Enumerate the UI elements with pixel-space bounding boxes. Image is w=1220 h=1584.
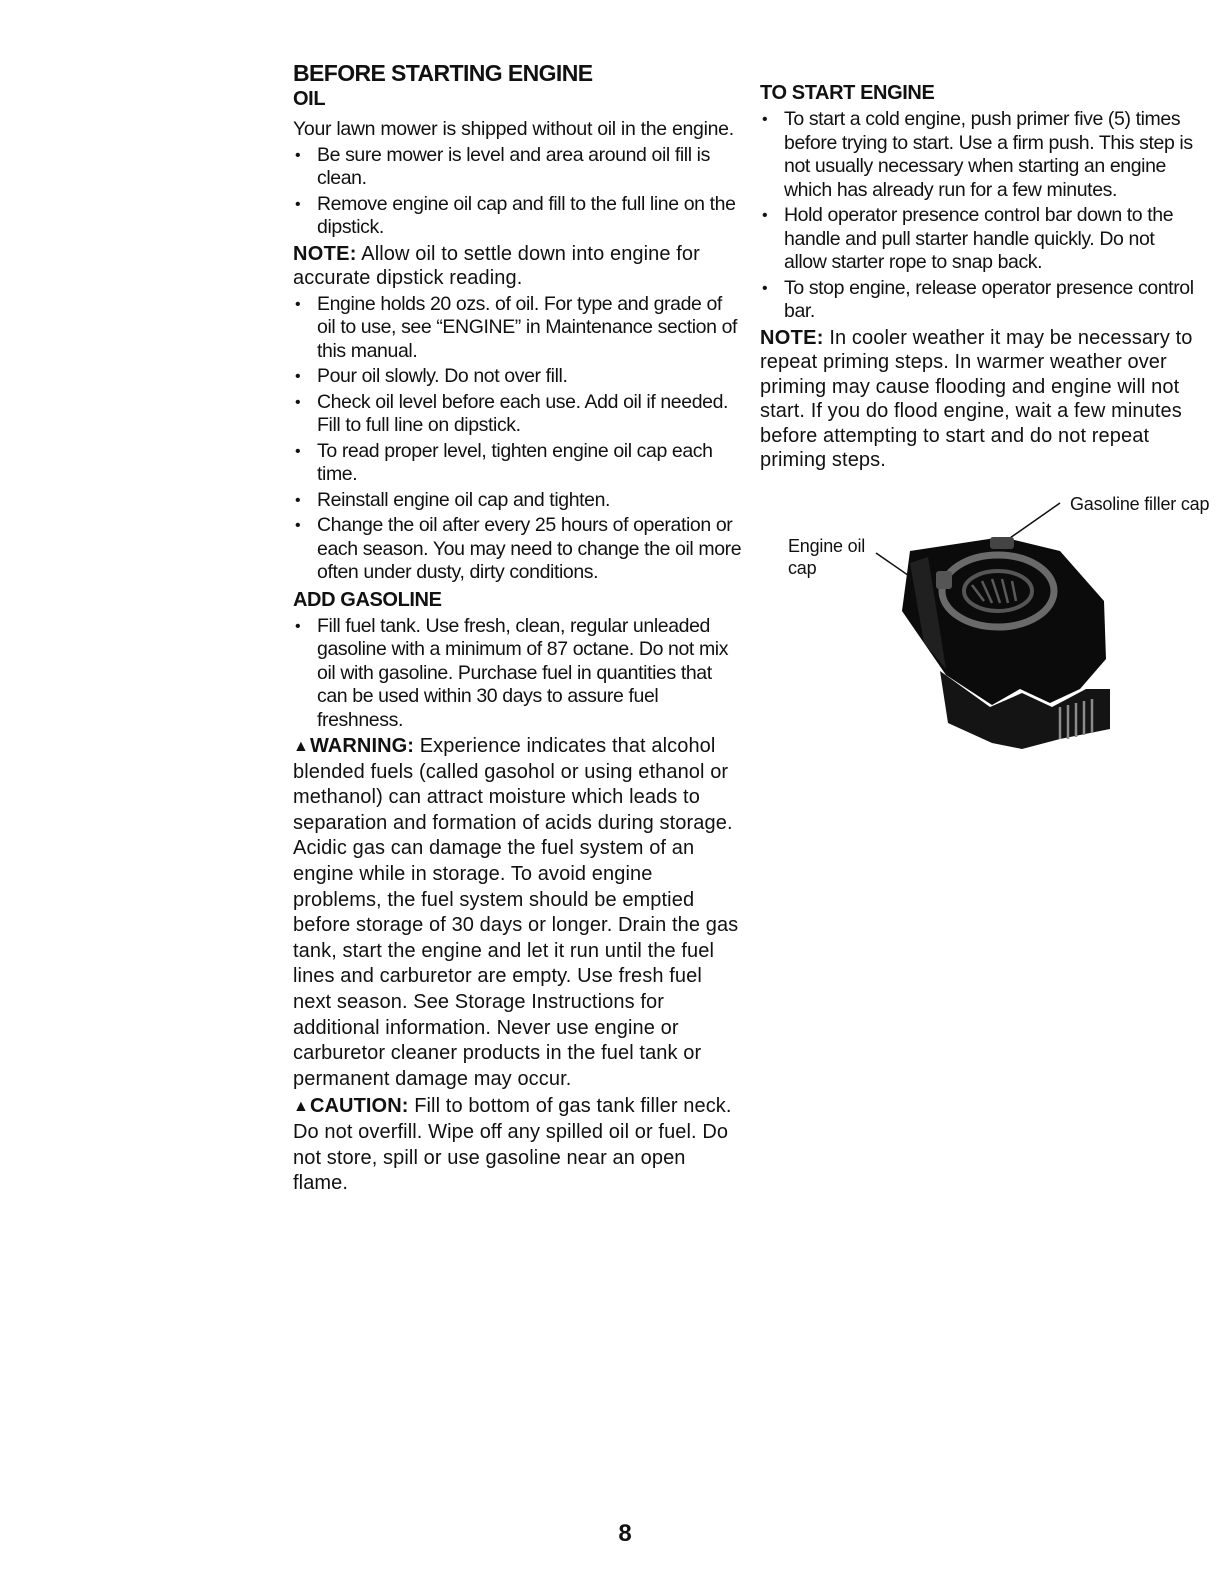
caution-label: CAUTION: (309, 1095, 409, 1118)
oil-cap-shape (936, 571, 952, 589)
warning-triangle-icon: ▲ (293, 738, 309, 755)
engine-figure (760, 493, 1210, 773)
caution-block (293, 1094, 743, 1196)
start-engine-bullets (760, 108, 1200, 324)
list-item: • Remove engine oil cap and fill to the full line on the dipstick. (293, 193, 743, 240)
gasoline-bullets (293, 615, 743, 733)
oil-bullets-2 (293, 293, 743, 585)
list-item: • Check oil level before each use. Add oil if needed. Fill to full line on dipstick. (293, 391, 743, 438)
note-text: Allow oil to settle down into engine for accurate dipstick reading. (293, 242, 700, 289)
oil-note (293, 242, 743, 291)
engine-illustration (760, 493, 1200, 773)
list-item: • To stop engine, release operator presence control bar. (760, 277, 1200, 324)
right-column (760, 80, 1210, 773)
list-item: • Reinstall engine oil cap and tighten. (293, 489, 743, 513)
list-item: • Change the oil after every 25 hours of operation or each season. You may need to change the oil more often under dusty, dirty conditions. (293, 514, 743, 585)
note-text: In cooler weather it may be necessary to repeat priming steps. In warmer weather over priming may cause flooding and engine will not start. If you do flood engine, wait a few minutes before attempting to start and do not repeat priming steps. (760, 326, 1193, 471)
gasoline-filler-cap-label: Gasoline filler cap (1070, 493, 1210, 514)
list-item: • To start a cold engine, push primer five (5) times before trying to start. Use a firm push. This step is not usually necessary when starting an engine which has already run for a few minutes. (760, 108, 1200, 202)
oil-heading: OIL (293, 88, 326, 110)
warning-text: Experience indicates that alcohol blended fuels (called gasohol or using ethanol or methanol) can attract moisture which leads to separation and formation of acids during storage. Acidic gas can damage the fuel system of an engine while in storage. To avoid engine problems, the fuel system should be emptied before storage of 30 days or longer. Drain the gas tank, start the engine and let it run until the fuel lines and carburetor are empty. Use fresh fuel next season. See Storage Instructions for additional information. Never use engine or carburetor cleaner products in the fuel tank or permanent damage may occur. (293, 735, 739, 1090)
warning-label: WARNING: (309, 735, 415, 757)
caution-triangle-icon: ▲ (293, 1098, 309, 1116)
note-label: NOTE: (760, 326, 824, 349)
oil-bullets-1 (293, 144, 743, 240)
note-label: NOTE: (293, 242, 357, 265)
list-item: • Hold operator presence control bar down to the handle and pull starter handle quickly. Do not allow starter rope to snap back. (760, 204, 1200, 275)
list-item: • Pour oil slowly. Do not over fill. (293, 365, 743, 389)
page-number: 8 (618, 1520, 632, 1547)
list-item: • Be sure mower is level and area around oil fill is clean. (293, 144, 743, 191)
oil-intro: Your lawn mower is shipped without oil in the engine. (293, 118, 734, 140)
list-item: • Fill fuel tank. Use fresh, clean, regular unleaded gasoline with a minimum of 87 octane. Do not mix oil with gasoline. Purchase fuel in quantities that can be used within 30 days to assure fuel freshness. (293, 615, 743, 733)
start-engine-heading: TO START ENGINE (760, 82, 935, 104)
list-item: • To read proper level, tighten engine oil cap each time. (293, 440, 743, 487)
gas-cap-shape (990, 537, 1014, 549)
engine-oil-cap-label: Engine oil cap (788, 535, 866, 578)
start-note (760, 326, 1200, 473)
left-column (293, 58, 743, 1197)
section-title: BEFORE STARTING ENGINE (293, 60, 593, 86)
list-item: • Engine holds 20 ozs. of oil. For type and grade of oil to use, see “ENGINE” in Maintenance section of this manual. (293, 293, 743, 364)
warning-block (293, 734, 743, 1092)
gasoline-heading: ADD GASOLINE (293, 588, 442, 611)
caution-text: Fill to bottom of gas tank filler neck. Do not overfill. Wipe off any spilled oil or fuel. Do not store, spill or use gasoline near an open flame. (293, 1095, 732, 1195)
